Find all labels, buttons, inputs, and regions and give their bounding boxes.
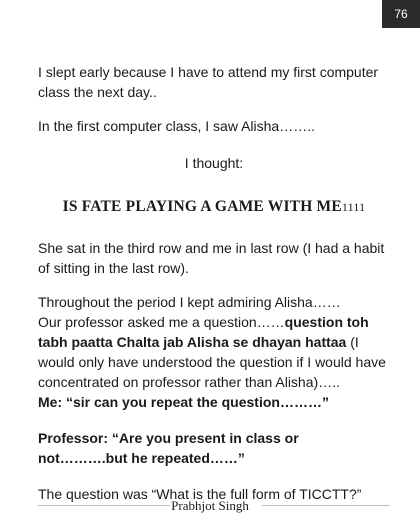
- page-number: 76: [382, 0, 420, 28]
- page-footer: [0, 497, 420, 517]
- page-body: [38, 62, 390, 504]
- text-admiring: Throughout the period I kept admiring Alisha……: [38, 294, 341, 310]
- paragraph-slept-early: I slept early because I have to attend my first computer class the next day..: [38, 64, 379, 100]
- footer-author: Prabhjot Singh: [171, 498, 249, 513]
- paragraph-i-thought: I thought:: [184, 155, 244, 171]
- chapter-heading: [38, 197, 390, 217]
- paragraph-professor-dialogue: [38, 428, 390, 468]
- heading-text: IS FATE PLAYING A GAME WITH ME: [62, 198, 342, 215]
- text-professor-dialogue: Professor: “Are you present in class or not……….but he repeated……”: [38, 430, 299, 466]
- text-hindi-quote: question toh tabh paatta Chalta jab Alisha se dhayan hattaa: [38, 314, 369, 350]
- footer-divider-right: [262, 505, 390, 506]
- text-translation: (I would only have understood the question if I would have concentrated on professor rather than Alisha)…..: [38, 334, 386, 390]
- paragraph-admiring: [38, 292, 390, 412]
- paragraph-first-class: In the first computer class, I saw Alisha……..: [38, 118, 315, 134]
- paragraph-third-row: She sat in the third row and me in last row (I had a habit of sitting in the last row).: [38, 240, 385, 276]
- text-me-dialogue: Me: “sir can you repeat the question………”: [38, 394, 329, 410]
- text-professor-asked: Our professor asked me a question……: [38, 314, 285, 330]
- paragraph-question: The question was “What is the full form of TICCTT?”: [38, 486, 362, 502]
- heading-suffix: 1111: [341, 200, 366, 214]
